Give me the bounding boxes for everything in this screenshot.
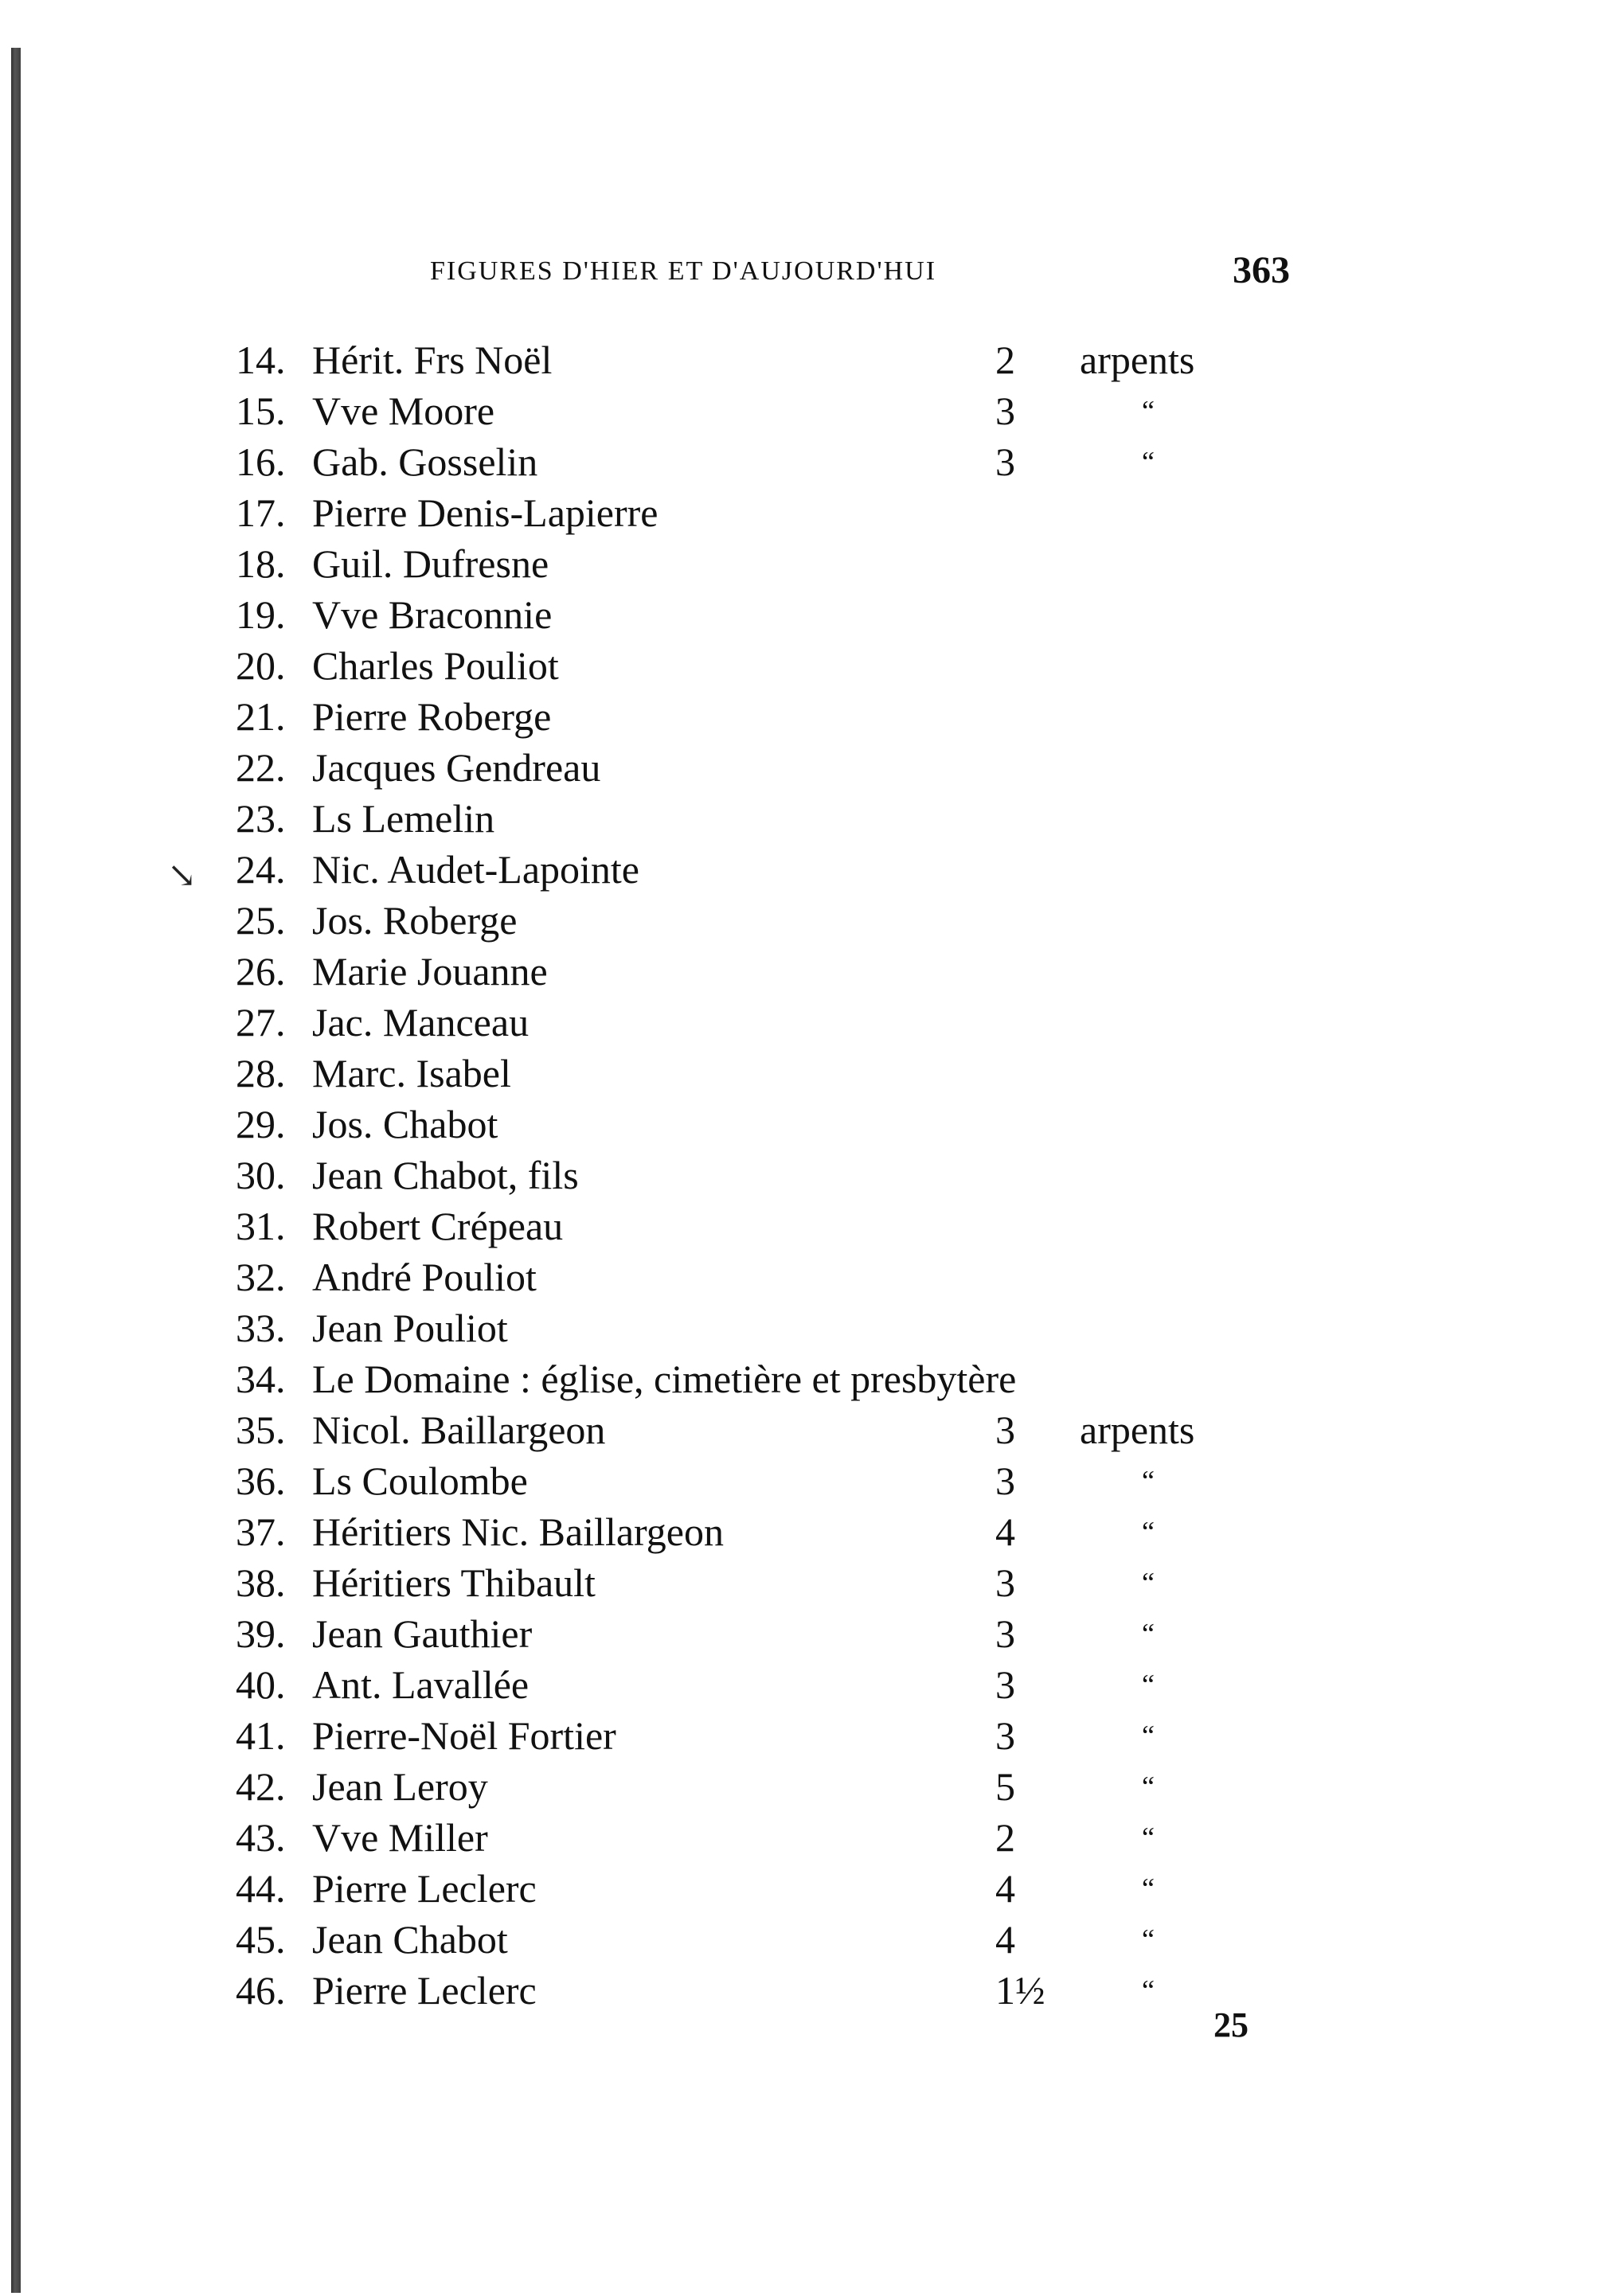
entry-name: Ls Coulombe (312, 1458, 528, 1503)
entry-name: Ant. Lavallée (312, 1662, 530, 1707)
entry-number: 18. (236, 541, 286, 586)
entry-unit: “ (1142, 1974, 1155, 2006)
entry-unit: “ (1142, 1923, 1155, 1955)
entry-name: Marc. Isabel (312, 1051, 511, 1095)
entry-name: Le Domaine : église, cimetière et presbytère (312, 1357, 1017, 1401)
entry-name: André Pouliot (312, 1255, 537, 1299)
list-item (236, 436, 1382, 487)
entry-number: 22. (236, 745, 286, 790)
list-item (236, 1404, 1382, 1455)
entry-name: Ls Lemelin (312, 796, 495, 841)
entry-amount: 3 (995, 1611, 1015, 1656)
entry-number: 35. (236, 1408, 286, 1452)
entry-unit: “ (1142, 1771, 1155, 1802)
list-item (236, 1353, 1382, 1404)
entry-name: Jean Chabot (312, 1917, 508, 1962)
entry-amount: 3 (995, 1408, 1015, 1452)
entry-number: 21. (236, 694, 286, 739)
entry-number: 28. (236, 1051, 286, 1095)
list-item (236, 1557, 1382, 1608)
list-item (236, 1965, 1382, 2016)
entry-amount: 2 (995, 338, 1015, 382)
entry-amount: 3 (995, 1662, 1015, 1707)
entry-name: Jacques Gendreau (312, 745, 601, 790)
entry-number: 37. (236, 1509, 286, 1554)
list-item (236, 793, 1382, 844)
property-list (236, 334, 1382, 2016)
entry-unit: “ (1142, 1669, 1155, 1701)
entry-unit: arpents (1080, 338, 1195, 382)
entry-amount: 1½ (995, 1968, 1045, 2013)
entry-name: Jos. Roberge (312, 898, 518, 943)
list-item (236, 1506, 1382, 1557)
list-item (236, 1201, 1382, 1251)
entry-number: 39. (236, 1611, 286, 1656)
entry-name: Vve Moore (312, 389, 495, 433)
entry-name: Pierre Leclerc (312, 1968, 537, 2013)
running-head: FIGURES D'HIER ET D'AUJOURD'HUI (430, 256, 937, 286)
entry-number: 15. (236, 389, 286, 433)
list-item (236, 1812, 1382, 1863)
entry-number: 25. (236, 898, 286, 943)
entry-number: 44. (236, 1866, 286, 1911)
entry-name: Vve Braconnie (312, 592, 553, 637)
list-item (236, 1099, 1382, 1150)
entry-amount: 2 (995, 1815, 1015, 1860)
entry-unit: “ (1142, 1618, 1155, 1650)
entry-amount: 5 (995, 1764, 1015, 1809)
signature-mark: 25 (1214, 2005, 1249, 2044)
entry-name: Jean Gauthier (312, 1611, 533, 1656)
entry-name: Gab. Gosselin (312, 439, 538, 484)
entry-unit: “ (1142, 1822, 1155, 1853)
entry-name: Charles Pouliot (312, 643, 559, 688)
entry-name: Héritiers Thibault (312, 1560, 596, 1605)
entry-name: Jean Leroy (312, 1764, 488, 1809)
list-item (236, 1608, 1382, 1659)
entry-amount: 4 (995, 1866, 1015, 1911)
list-item (236, 1761, 1382, 1812)
entry-name: Pierre Roberge (312, 694, 552, 739)
entry-name: Jac. Manceau (312, 1000, 530, 1045)
list-item (236, 1455, 1382, 1506)
entry-unit: “ (1142, 1465, 1155, 1497)
list-item (236, 589, 1382, 640)
entry-number: 20. (236, 643, 286, 688)
entry-amount: 3 (995, 1713, 1015, 1758)
entry-name: Guil. Dufresne (312, 541, 549, 586)
entry-number: 43. (236, 1815, 286, 1860)
entry-unit: “ (1142, 1567, 1155, 1599)
list-item (236, 487, 1382, 538)
entry-unit: “ (1142, 1872, 1155, 1904)
entry-number: 45. (236, 1917, 286, 1962)
list-item (236, 1914, 1382, 1965)
entry-unit: “ (1142, 1720, 1155, 1751)
entry-number: 36. (236, 1458, 286, 1503)
list-item (236, 1659, 1382, 1710)
entry-name: Marie Jouanne (312, 949, 548, 994)
entry-number: 42. (236, 1764, 286, 1809)
entry-amount: 3 (995, 389, 1015, 433)
entry-number: 23. (236, 796, 286, 841)
list-item (236, 844, 1382, 895)
entry-name: Hérit. Frs Noël (312, 338, 553, 382)
list-item (236, 895, 1382, 946)
entry-name: Jos. Chabot (312, 1102, 498, 1146)
entry-amount: 4 (995, 1509, 1015, 1554)
list-item (236, 742, 1382, 793)
list-item (236, 946, 1382, 997)
binding-edge (11, 48, 21, 2293)
entry-number: 19. (236, 592, 286, 637)
page-number: 363 (1233, 249, 1290, 291)
list-item (236, 640, 1382, 691)
entry-number: 38. (236, 1560, 286, 1605)
entry-name: Pierre-Noël Fortier (312, 1713, 616, 1758)
entry-name: Pierre Leclerc (312, 1866, 537, 1911)
entry-name: Robert Crépeau (312, 1204, 564, 1248)
entry-amount: 4 (995, 1917, 1015, 1962)
entry-unit: arpents (1080, 1408, 1195, 1452)
entry-name: Nicol. Baillargeon (312, 1408, 606, 1452)
entry-number: 30. (236, 1153, 286, 1197)
entry-amount: 3 (995, 1458, 1015, 1503)
entry-number: 41. (236, 1713, 286, 1758)
entry-number: 32. (236, 1255, 286, 1299)
entry-name: Nic. Audet-Lapointe (312, 847, 639, 892)
entry-number: 17. (236, 490, 286, 535)
list-item (236, 1048, 1382, 1099)
entry-unit: “ (1142, 1516, 1155, 1548)
margin-mark: ↘ (167, 856, 197, 895)
entry-number: 16. (236, 439, 286, 484)
entry-unit: “ (1142, 446, 1155, 478)
list-item (236, 385, 1382, 436)
list-item (236, 997, 1382, 1048)
entry-name: Pierre Denis-Lapierre (312, 490, 659, 535)
entry-number: 29. (236, 1102, 286, 1146)
entry-name: Jean Pouliot (312, 1306, 508, 1350)
list-item (236, 1150, 1382, 1201)
entry-amount: 3 (995, 1560, 1015, 1605)
list-item (236, 334, 1382, 385)
entry-name: Héritiers Nic. Baillargeon (312, 1509, 724, 1554)
entry-unit: “ (1142, 395, 1155, 427)
entry-name: Jean Chabot, fils (312, 1153, 579, 1197)
list-item (236, 1863, 1382, 1914)
entry-name: Vve Miller (312, 1815, 488, 1860)
entry-number: 27. (236, 1000, 286, 1045)
entry-amount: 3 (995, 439, 1015, 484)
entry-number: 46. (236, 1968, 286, 2013)
list-item (236, 691, 1382, 742)
list-item (236, 1710, 1382, 1761)
entry-number: 34. (236, 1357, 286, 1401)
list-item (236, 1302, 1382, 1353)
list-item (236, 538, 1382, 589)
entry-number: 14. (236, 338, 286, 382)
entry-number: 40. (236, 1662, 286, 1707)
entry-number: 26. (236, 949, 286, 994)
entry-number: 24. (236, 847, 286, 892)
entry-number: 31. (236, 1204, 286, 1248)
list-item (236, 1251, 1382, 1302)
entry-number: 33. (236, 1306, 286, 1350)
